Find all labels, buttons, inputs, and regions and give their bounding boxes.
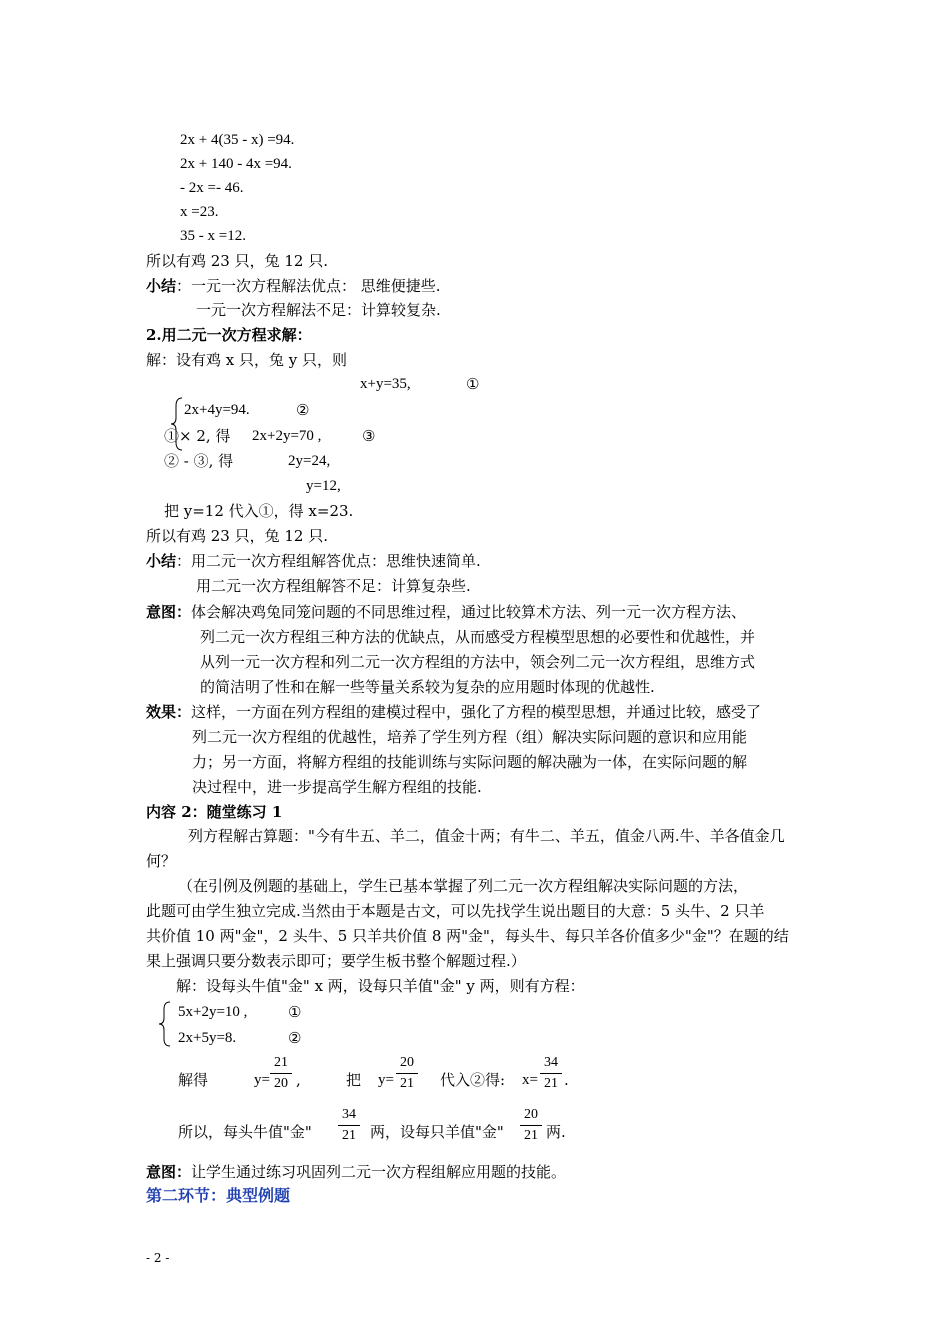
note-line-2: 此题可由学生独立完成.当然由于本题是古文，可以先找学生说出题目的大意：5 头牛、2 只羊: [146, 902, 765, 920]
fraction-21-20: 21 20: [270, 1054, 292, 1093]
effect-line-3: 力；另一方面，将解方程组的技能训练与实际问题的解决融为一体，在实际问题的解: [192, 753, 748, 771]
intent-1-line-3: 从列一元一次方程和列二元一次方程组的方法中，领会列二元一次方程组，思维方式: [200, 653, 756, 671]
brace-system-2: [158, 1000, 172, 1048]
solution-2-eq1: x+y=35,: [360, 376, 411, 392]
fraction-34-21: 34 21: [540, 1054, 562, 1093]
solution-3-intro: 解：设每头牛值"金" x 两，设每只羊值"金" y 两，则有方程：: [176, 977, 585, 995]
solution-2-eq1-num: ①: [466, 375, 480, 393]
conclusion-mid: 两，设每只羊值"金": [370, 1123, 504, 1141]
fraction-20-21: 20 21: [396, 1054, 418, 1093]
fraction-ox-34-21: 34 21: [338, 1106, 360, 1145]
problem-line-2: 何？: [146, 852, 177, 870]
solution-2-eq2-num: ②: [296, 401, 310, 419]
heading-method-2: 2.用二元一次方程求解：: [146, 326, 312, 344]
summary-2: [146, 551, 481, 571]
solution-2-step2b: 2y=24,: [288, 453, 331, 469]
fraction-sheep-20-21: 20 21: [520, 1106, 542, 1145]
intent-1-line-2: 列二元一次方程组三种方法的优缺点，从而感受方程模型思想的必要性和优越性，并: [200, 628, 756, 646]
eq-line-2: 2x + 140 - 4x =94.: [180, 156, 292, 172]
solution-3-eq1-num: ①: [288, 1003, 302, 1021]
content-2-heading: 内容 2：随堂练习 1: [146, 803, 283, 821]
summary-1-line-b: 一元一次方程解法不足：计算较复杂.: [196, 301, 441, 319]
intent-1-line-1: 意图：体会解决鸡兔同笼问题的不同思维过程，通过比较算术方法、列一元一次方程方法、: [146, 603, 747, 621]
solution-3-eq2-num: ②: [288, 1029, 302, 1047]
eq-line-3: - 2x =- 46.: [180, 180, 244, 196]
summary-2-line-b: 用二元一次方程组解答不足：计算复杂些.: [196, 577, 471, 595]
solution-2-step1a: ①× 2, 得: [164, 427, 231, 445]
note-line-4: 果上强调只要分数表示即可；要学生板书整个解题过程.）: [146, 952, 526, 970]
solve-comma: ,: [296, 1071, 301, 1089]
summary-1-label: 小结: [146, 277, 177, 295]
eq-line-4: x =23.: [180, 204, 219, 220]
intent-1-label: 意图：: [146, 603, 192, 621]
solve-dot: .: [564, 1071, 569, 1089]
conclusion-label: 所以，每头牛值"金": [178, 1123, 312, 1141]
eq-line-5: 35 - x =12.: [180, 228, 246, 244]
substitute-into-label: 代入②得:: [440, 1071, 506, 1089]
intent-2: [146, 1162, 566, 1182]
solution-2-step4: 把 y=12 代入①，得 x=23.: [164, 502, 354, 520]
substitute-label: 把: [346, 1071, 362, 1089]
note-line-3: 共价值 10 两"金"，2 头牛、5 只羊共价值 8 两"金"，每头牛、每只羊各价值多少"金"？在题的结: [146, 927, 789, 945]
answer-2: 所以有鸡 23 只，兔 12 只.: [146, 527, 329, 545]
intent-2-label: 意图：: [146, 1163, 192, 1181]
summary-1-line-a: ：一元一次方程解法优点： 思维便捷些.: [176, 277, 441, 295]
page-number: - 2 -: [146, 1251, 170, 1265]
eq-line-1: 2x + 4(35 - x) =94.: [180, 132, 295, 148]
problem-line-1: 列方程解古算题："今有牛五、羊二，值金十两；有牛二、羊五，值金八两.牛、羊各值金几: [188, 827, 785, 845]
intent-2-text: 让学生通过练习巩固列二元一次方程组解应用题的技能。: [191, 1163, 567, 1181]
effect-line-1: 效果：这样，一方面在列方程组的建模过程中，强化了方程的模型思想，并通过比较，感受了: [146, 703, 762, 721]
solution-2-eq2: 2x+4y=94.: [184, 402, 250, 418]
summary-1: [146, 276, 441, 296]
solve-y-eq: y=: [254, 1072, 270, 1088]
section-heading: 第二环节：典型例题: [146, 1186, 291, 1205]
note-line-1: （在引例及例题的基础上，学生已基本掌握了列二元一次方程组解决实际问题的方法，: [178, 877, 749, 895]
answer-1: 所以有鸡 23 只，兔 12 只.: [146, 252, 329, 270]
summary-2-line-a: ：用二元一次方程组解答优点：思维快速简单.: [176, 552, 481, 570]
solution-2-step1b: 2x+2y=70 ,: [252, 428, 322, 444]
solution-2-step1-num: ③: [362, 427, 376, 445]
substitute-y-eq: y=: [378, 1072, 394, 1088]
solution-2-intro: 解：设有鸡 x 只，兔 y 只，则: [146, 351, 348, 369]
solution-2-step2a: ② - ③, 得: [164, 452, 234, 470]
solution-3-eq2: 2x+5y=8.: [178, 1030, 237, 1046]
effect-label: 效果：: [146, 703, 192, 721]
solve-label: 解得: [178, 1071, 209, 1089]
conclusion-end: 两.: [546, 1123, 566, 1141]
solution-2-step3: y=12,: [306, 478, 341, 494]
effect-line-4: 决过程中，进一步提高学生解方程组的技能.: [192, 778, 482, 796]
solve-x-eq: x=: [522, 1072, 538, 1088]
summary-2-label: 小结: [146, 552, 177, 570]
solution-3-eq1: 5x+2y=10 ,: [178, 1004, 248, 1020]
effect-line-2: 列二元一次方程组的优越性，培养了学生列方程（组）解决实际问题的意识和应用能: [192, 728, 748, 746]
intent-1-line-4: 的简洁明了性和在解一些等量关系较为复杂的应用题时体现的优越性.: [200, 678, 655, 696]
